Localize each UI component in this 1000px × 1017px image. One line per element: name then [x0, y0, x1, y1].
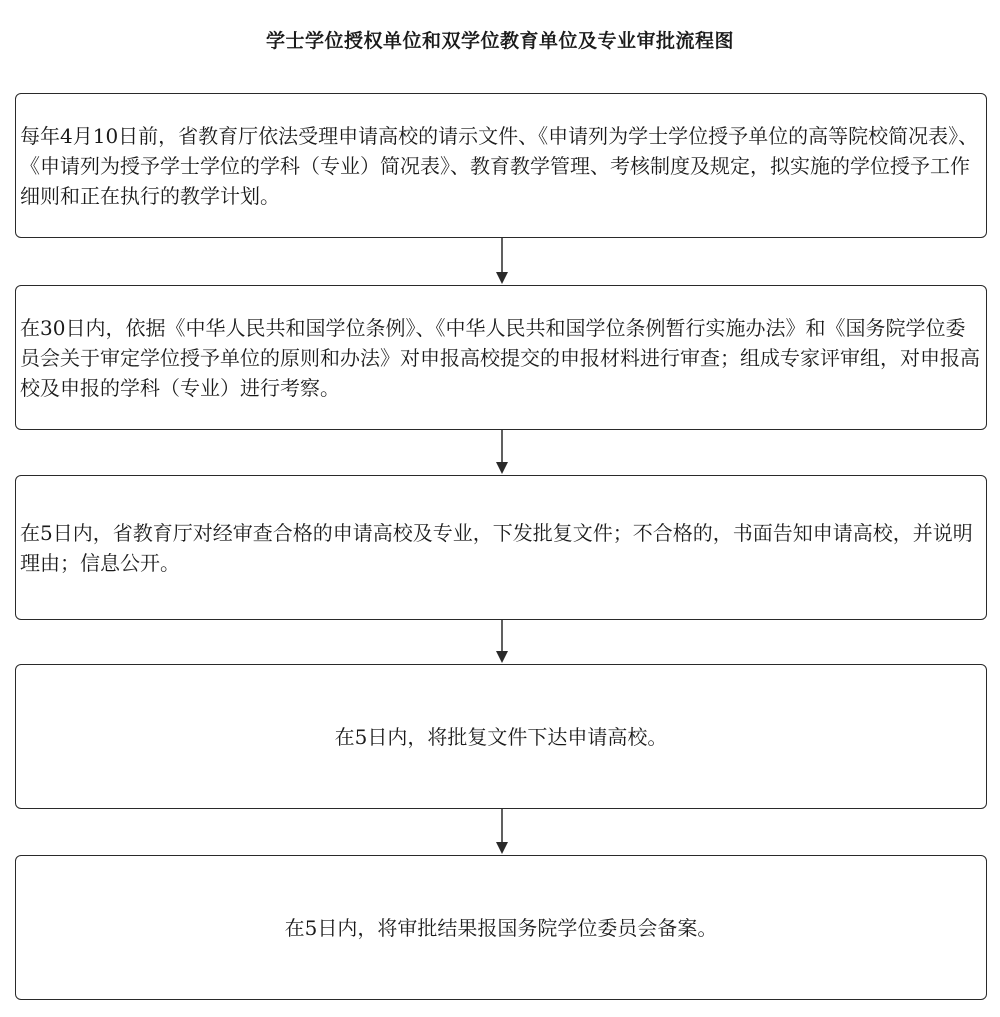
flowchart-title: 学士学位授权单位和双学位教育单位及专业审批流程图	[265, 30, 734, 52]
flow-step-1-text: 每年4月10日前，省教育厅依法受理申请高校的请示文件、《申请列为学士学位授予单位的高等院校简况表》、《申请列为授予学士学位的学科（专业）简况表》、教育教学管理、考核制度及规定，拟实施的学位授予工作细则和正在执行的教学计划。	[20, 123, 979, 208]
flow-step-5-box	[15, 855, 987, 1000]
flow-step-3-text: 在5日内，省教育厅对经审查合格的申请高校及专业，下发批复文件；不合格的，书面告知申请高校，并说明理由；信息公开。	[20, 520, 973, 575]
flow-step-4-box	[15, 664, 987, 809]
flow-step-5-text: 在5日内，将审批结果报国务院学位委员会备案。	[284, 915, 718, 940]
flow-step-4-text: 在5日内，将批复文件下达申请高校。	[334, 724, 668, 749]
flow-step-1-box	[15, 93, 987, 238]
flow-arrow-1	[495, 238, 509, 285]
flow-step-3-box	[15, 475, 987, 620]
flow-step-2-box	[15, 285, 987, 430]
flow-arrow-2	[495, 430, 509, 475]
flow-arrow-3	[495, 620, 509, 664]
flow-step-2-text: 在30日内，依据《中华人民共和国学位条例》、《中华人民共和国学位条例暂行实施办法》和《国务院学位委员会关于审定学位授予单位的原则和办法》对申报高校提交的申报材料进行审查；组成专家评审组，对申报高校及申报的学科（专业）进行考察。	[20, 315, 980, 400]
flow-arrow-4	[495, 809, 509, 855]
